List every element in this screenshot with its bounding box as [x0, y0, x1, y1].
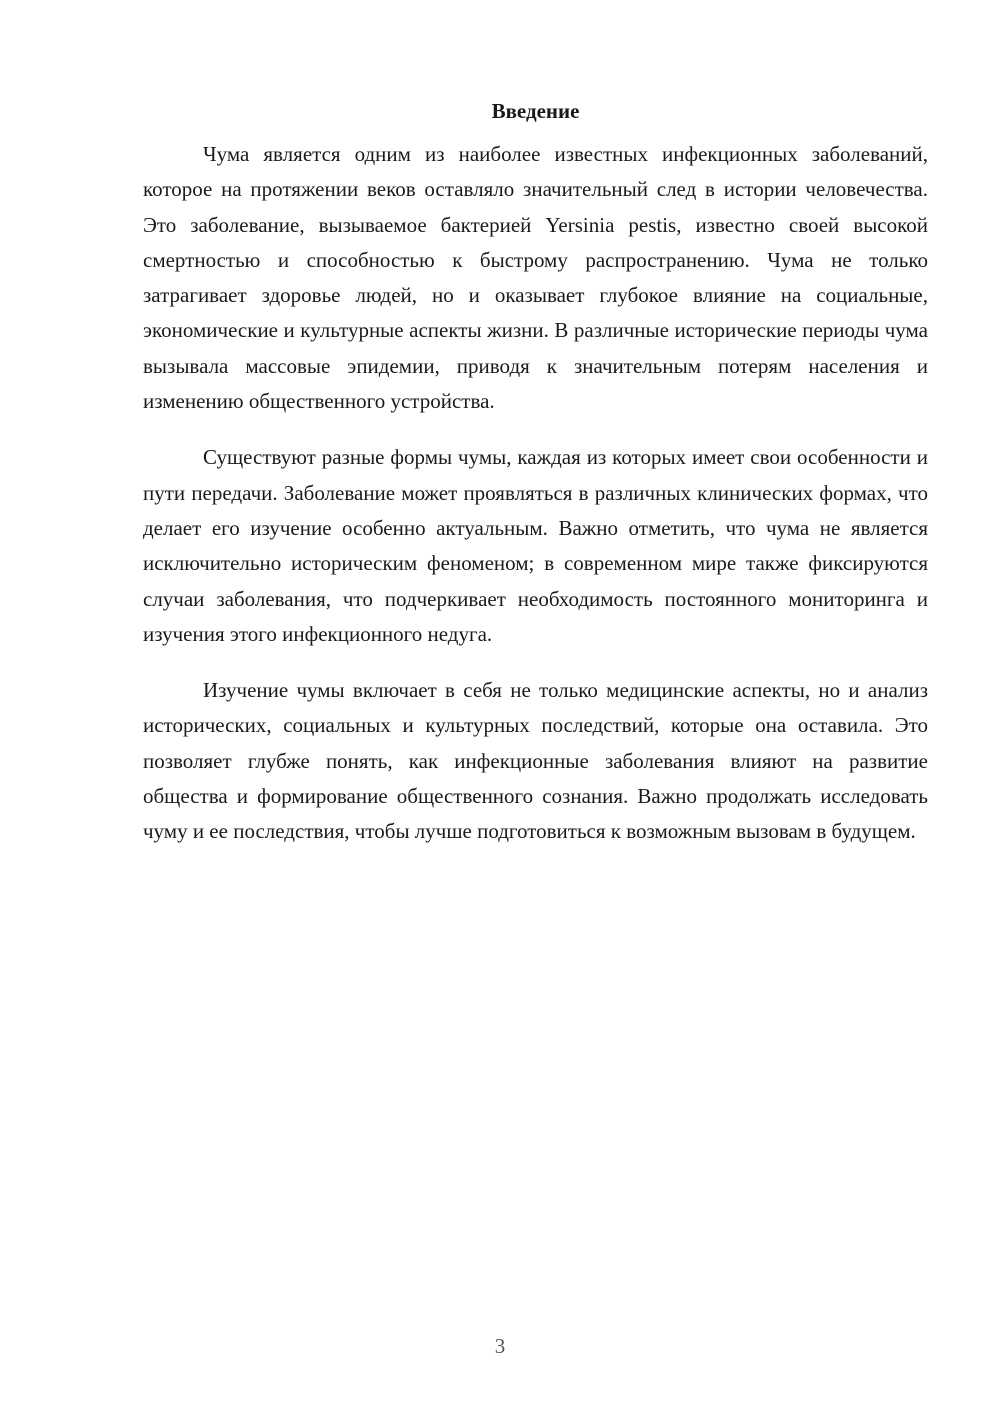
- page-number: 3: [494, 1334, 506, 1358]
- section-heading: Введение: [491, 99, 580, 123]
- paragraph-1: Чума является одним из наиболее известных инфекционных заболеваний, которое на протяжении веков оставляло значительный след в истории человечества. Это заболевание, вызываемое бактерией Yersinia pestis, известно своей высокой смертностью и способностью к быстрому распространению. Чума не только затрагивает здоровье людей, но и оказывает глубокое влияние на социальные, экономические и культурные аспекты жизни. В различные исторические периоды чума вызывала массовые эпидемии, приводя к значительным потерям населения и изменению общественного устройства.: [143, 142, 928, 414]
- paragraph-2: Существуют разные формы чумы, каждая из которых имеет свои особенности и пути передачи. Заболевание может проявляться в различных клинических формах, что делает его изучение особенно актуальным. Важно отметить, что чума не является исключительно историческим феноменом; в современном мире также фиксируются случаи заболевания, что подчеркивает необходимость постоянного мониторинга и изучения этого инфекционного недуга.: [143, 445, 928, 646]
- page-content: [143, 95, 928, 871]
- paragraph-3: Изучение чумы включает в себя не только медицинские аспекты, но и анализ исторических, социальных и культурных последствий, которые она оставила. Это позволяет глубже понять, как инфекционные заболевания влияют на развитие общества и формирование общественного сознания. Важно продолжать исследовать чуму и ее последствия, чтобы лучше подготовиться к возможным вызовам в будущем.: [143, 678, 928, 844]
